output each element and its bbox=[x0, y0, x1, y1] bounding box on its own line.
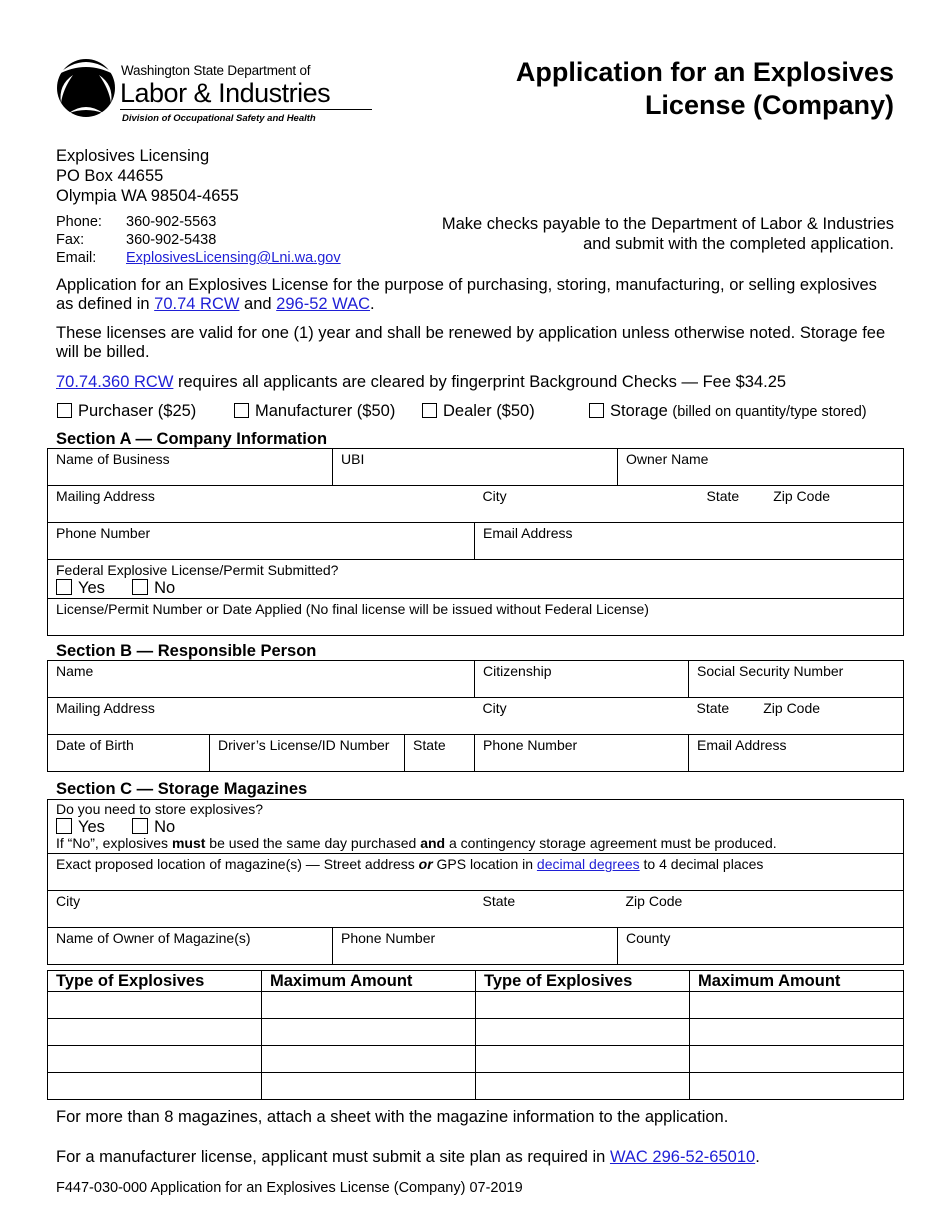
location-label-part-1: Exact proposed location of magazine(s) — Street address bbox=[56, 856, 415, 872]
dl-state-label: State bbox=[413, 737, 446, 753]
rcw-70-74-link[interactable]: 70.74 RCW bbox=[154, 295, 240, 313]
explosives-row bbox=[48, 1073, 904, 1100]
federal-question-label: Federal Explosive License/Permit Submitted? bbox=[56, 562, 339, 578]
rp-phone-field[interactable] bbox=[475, 735, 689, 772]
form-number: F447-030-000 Application for an Explosives License (Company) 07-2019 bbox=[56, 1180, 523, 1196]
federal-license-question bbox=[48, 560, 904, 599]
magazine-zip-field[interactable] bbox=[618, 891, 904, 928]
section-a-table bbox=[47, 448, 904, 636]
intro-p1-and: and bbox=[244, 295, 272, 313]
phone-label: Phone: bbox=[56, 214, 102, 230]
email-link[interactable]: ExplosivesLicensing@Lni.wa.gov bbox=[126, 250, 341, 266]
intro-paragraph-2: These licenses are valid for one (1) year and shall be renewed by application unless otherwise noted. Storage fee will be billed. bbox=[56, 324, 886, 361]
dob-field[interactable] bbox=[48, 735, 210, 772]
store-no-checkbox[interactable] bbox=[132, 818, 148, 834]
magazine-phone-label: Phone Number bbox=[341, 930, 436, 946]
location-or: or bbox=[418, 856, 433, 872]
lni-logo-icon bbox=[55, 55, 117, 117]
wac-296-52-link[interactable]: 296-52 WAC bbox=[276, 295, 371, 313]
section-a-title: Section A — Company Information bbox=[56, 430, 328, 448]
intro-p1-text: Application for an Explosives License for the purpose of purchasing, storing, manufacturing, or selling explosives as defined in bbox=[56, 276, 877, 313]
citizenship-label: Citizenship bbox=[483, 663, 552, 679]
purchaser-checkbox[interactable] bbox=[57, 403, 72, 418]
explosives-row bbox=[48, 1046, 904, 1073]
explosives-row bbox=[48, 992, 904, 1019]
federal-no-checkbox[interactable] bbox=[132, 579, 148, 595]
owner-name-field[interactable] bbox=[618, 449, 904, 486]
section-b-title: Section B — Responsible Person bbox=[56, 642, 317, 660]
explosives-cell[interactable] bbox=[476, 1046, 690, 1073]
rp-phone-label: Phone Number bbox=[483, 737, 578, 753]
rp-state-label: State bbox=[696, 700, 730, 716]
dl-state-field[interactable] bbox=[405, 735, 475, 772]
intro-paragraph-3 bbox=[56, 373, 896, 392]
explosives-cell[interactable] bbox=[690, 1019, 904, 1046]
federal-yes-checkbox[interactable] bbox=[56, 579, 72, 595]
address-line-2: PO Box 44655 bbox=[56, 167, 164, 185]
explosives-amount-header-2: Maximum Amount bbox=[690, 971, 904, 992]
email-field[interactable] bbox=[475, 523, 904, 560]
no-note-and: and bbox=[420, 835, 446, 851]
decimal-degrees-link[interactable]: decimal degrees bbox=[536, 856, 640, 872]
no-note-part-2: be used the same day purchased bbox=[209, 835, 417, 851]
storage-note: (billed on quantity/type stored) bbox=[672, 404, 867, 420]
rp-email-label: Email Address bbox=[697, 737, 787, 753]
business-name-field[interactable] bbox=[48, 449, 333, 486]
explosives-cell[interactable] bbox=[476, 1019, 690, 1046]
rp-mailing-address-label: Mailing Address bbox=[56, 700, 155, 716]
explosives-cell[interactable] bbox=[690, 992, 904, 1019]
section-c-title: Section C — Storage Magazines bbox=[56, 780, 308, 798]
business-name-label: Name of Business bbox=[56, 451, 170, 467]
explosives-cell[interactable] bbox=[262, 1046, 476, 1073]
page-title bbox=[454, 56, 894, 122]
purchaser-option[interactable] bbox=[57, 402, 196, 421]
section-c-table bbox=[47, 799, 904, 965]
ubi-field[interactable] bbox=[333, 449, 618, 486]
city-label: City bbox=[482, 488, 507, 504]
store-yes-checkbox[interactable] bbox=[56, 818, 72, 834]
fax-value: 360-902-5438 bbox=[126, 232, 217, 248]
mailing-address-block bbox=[56, 146, 239, 206]
intro-p3-text: requires all applicants are cleared by fingerprint Background Checks — Fee $34.25 bbox=[178, 373, 787, 391]
explosives-row bbox=[48, 1019, 904, 1046]
explosives-cell[interactable] bbox=[262, 992, 476, 1019]
explosives-cell[interactable] bbox=[48, 1073, 262, 1100]
manufacturer-option[interactable] bbox=[234, 402, 395, 421]
city-field[interactable] bbox=[475, 486, 699, 523]
ubi-label: UBI bbox=[341, 451, 365, 467]
store-question-label: Do you need to store explosives? bbox=[56, 801, 264, 817]
zip-label: Zip Code bbox=[773, 488, 831, 504]
phone-value: 360-902-5563 bbox=[126, 214, 217, 230]
dealer-label: Dealer ($50) bbox=[443, 402, 535, 420]
explosives-cell[interactable] bbox=[690, 1046, 904, 1073]
dl-field[interactable] bbox=[210, 735, 405, 772]
explosives-cell[interactable] bbox=[262, 1019, 476, 1046]
store-question bbox=[48, 800, 904, 854]
storage-checkbox[interactable] bbox=[589, 403, 604, 418]
magazine-owner-label: Name of Owner of Magazine(s) bbox=[56, 930, 251, 946]
explosives-type-header-2: Type of Explosives bbox=[476, 971, 690, 992]
explosives-cell[interactable] bbox=[690, 1073, 904, 1100]
federal-no-label: No bbox=[154, 579, 176, 597]
logo-rule bbox=[120, 109, 372, 110]
store-no-note bbox=[56, 836, 895, 851]
explosives-cell[interactable] bbox=[48, 1019, 262, 1046]
footer-note-2 bbox=[56, 1148, 760, 1167]
rp-zip-label: Zip Code bbox=[763, 700, 821, 716]
magazine-state-field[interactable] bbox=[475, 891, 618, 928]
phone-field[interactable] bbox=[48, 523, 475, 560]
rp-email-field[interactable] bbox=[689, 735, 904, 772]
explosives-amount-header-1: Maximum Amount bbox=[262, 971, 476, 992]
magazine-location-field[interactable] bbox=[48, 854, 904, 891]
address-line-3: Olympia WA 98504-4655 bbox=[56, 187, 239, 205]
explosives-table bbox=[47, 970, 904, 1100]
rp-city-label: City bbox=[482, 700, 507, 716]
location-label-part-2: GPS location in bbox=[436, 856, 534, 872]
location-label-part-3: to 4 decimal places bbox=[643, 856, 764, 872]
magazine-owner-field[interactable] bbox=[48, 928, 333, 965]
wac-296-52-65010-link[interactable]: WAC 296-52-65010 bbox=[609, 1148, 756, 1166]
mailing-address-field[interactable] bbox=[48, 486, 475, 523]
footer-note-1: For more than 8 magazines, attach a sheet with the magazine information to the application. bbox=[56, 1108, 729, 1126]
explosives-type-header-1: Type of Explosives bbox=[48, 971, 262, 992]
fax-label: Fax: bbox=[56, 232, 85, 248]
mailing-address-label: Mailing Address bbox=[56, 488, 155, 504]
ssn-field[interactable] bbox=[689, 661, 904, 698]
title-line-2: License (Company) bbox=[644, 90, 894, 120]
checks-note bbox=[374, 214, 894, 254]
ssn-label: Social Security Number bbox=[697, 663, 844, 679]
rp-mailing-address-field[interactable] bbox=[48, 698, 475, 735]
rp-name-field[interactable] bbox=[48, 661, 475, 698]
owner-name-label: Owner Name bbox=[626, 451, 709, 467]
contact-block bbox=[56, 213, 341, 267]
section-b-table bbox=[47, 660, 904, 772]
dl-label: Driver’s License/ID Number bbox=[218, 737, 390, 753]
address-line-1: Explosives Licensing bbox=[56, 147, 210, 165]
explosives-cell[interactable] bbox=[48, 992, 262, 1019]
rp-name-label: Name bbox=[56, 663, 94, 679]
dealer-checkbox[interactable] bbox=[422, 403, 437, 418]
no-note-part-3: a contingency storage agreement must be produced. bbox=[448, 835, 777, 851]
no-note-part-1: If “No”, explosives bbox=[56, 835, 169, 851]
intro-p1-end: . bbox=[370, 295, 375, 313]
citizenship-field[interactable] bbox=[475, 661, 689, 698]
rp-city-field[interactable] bbox=[475, 698, 689, 735]
title-line-1: Application for an Explosives bbox=[515, 57, 894, 87]
checks-note-line-2: and submit with the completed application. bbox=[583, 235, 894, 253]
phone-number-label: Phone Number bbox=[56, 525, 151, 541]
rp-state-zip-field[interactable] bbox=[689, 698, 904, 735]
explosives-cell[interactable] bbox=[48, 1046, 262, 1073]
magazine-phone-field[interactable] bbox=[333, 928, 618, 965]
magazine-city-field[interactable] bbox=[48, 891, 475, 928]
logo-line-2: Labor & Industries bbox=[120, 78, 331, 108]
state-zip-field[interactable] bbox=[699, 486, 904, 523]
rcw-70-74-360-link[interactable]: 70.74.360 RCW bbox=[56, 373, 174, 391]
magazine-county-field[interactable] bbox=[618, 928, 904, 965]
explosives-cell[interactable] bbox=[476, 992, 690, 1019]
intro-paragraph-1 bbox=[56, 276, 896, 314]
permit-number-field[interactable] bbox=[48, 599, 904, 636]
magazine-city-label: City bbox=[56, 893, 81, 909]
purchaser-label: Purchaser ($25) bbox=[78, 402, 197, 420]
store-yes-label: Yes bbox=[78, 818, 105, 836]
state-label: State bbox=[706, 488, 740, 504]
footer-note-2-end: . bbox=[755, 1148, 760, 1166]
logo-line-1: Washington State Department of bbox=[121, 63, 311, 78]
no-note-must: must bbox=[171, 835, 206, 851]
manufacturer-label: Manufacturer ($50) bbox=[255, 402, 396, 420]
explosives-cell[interactable] bbox=[262, 1073, 476, 1100]
logo-line-3: Division of Occupational Safety and Health bbox=[122, 113, 316, 124]
permit-number-label: License/Permit Number or Date Applied (No final license will be issued without Federal License) bbox=[56, 601, 649, 617]
checks-note-line-1: Make checks payable to the Department of Labor & Industries bbox=[441, 215, 894, 233]
dealer-option[interactable] bbox=[422, 402, 535, 421]
federal-yes-label: Yes bbox=[78, 579, 105, 597]
magazine-state-label: State bbox=[482, 893, 516, 909]
explosives-cell[interactable] bbox=[476, 1073, 690, 1100]
magazine-county-label: County bbox=[626, 930, 671, 946]
store-no-label: No bbox=[154, 818, 176, 836]
dob-label: Date of Birth bbox=[56, 737, 134, 753]
magazine-zip-label: Zip Code bbox=[625, 893, 683, 909]
storage-label: Storage bbox=[610, 402, 668, 420]
storage-option[interactable] bbox=[589, 402, 867, 421]
lni-logo bbox=[55, 55, 331, 127]
manufacturer-checkbox[interactable] bbox=[234, 403, 249, 418]
email-label: Email: bbox=[56, 250, 97, 266]
email-address-label: Email Address bbox=[483, 525, 573, 541]
footer-note-2-text: For a manufacturer license, applicant must submit a site plan as required in bbox=[56, 1148, 606, 1166]
